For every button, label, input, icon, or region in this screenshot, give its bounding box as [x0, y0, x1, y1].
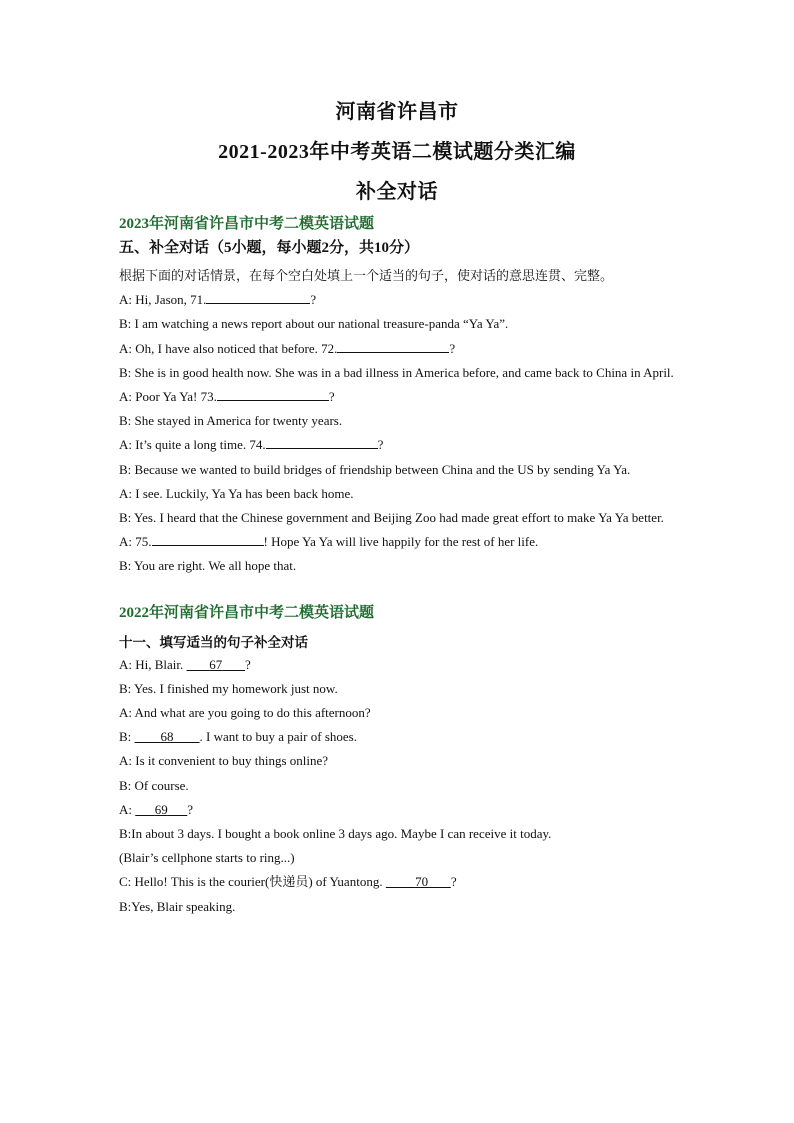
dialogue-line: B: You are right. We all hope that. [119, 558, 297, 574]
dialogue-line: B:Yes, Blair speaking. [119, 898, 236, 914]
title-region: 河南省许昌市 [335, 101, 459, 123]
instructions-2023: 根据下面的对话情景，在每个空白处填上一个适当的句子，使对话的意思连贯、完整。 [119, 268, 614, 283]
dialogue-line: B: Of course. [119, 777, 189, 793]
dialogue-line: B: Yes. I heard that the Chinese government and Beijing Zoo had made great effort to make Ya Ya better. [119, 510, 664, 526]
dialogue-line: A: I see. Luckily, Ya Ya has been back home. [119, 485, 354, 501]
title-topic: 补全对话 [356, 181, 438, 203]
dialogue-line: A: Hi, Jason, 71. ? [119, 288, 675, 312]
dialogue-line: B: 68 . I want to buy a pair of shoes. [119, 729, 357, 745]
answer-blank[interactable] [266, 434, 378, 449]
dialogue-line: A: 69 ? [119, 801, 194, 817]
title-block [0, 92, 794, 212]
section-heading-2023: 2023年河南省许昌市中考二模英语试题 [119, 216, 375, 232]
dialogue-line: B: Because we wanted to build bridges of friendship between China and the US by sending Ya Ya. [119, 461, 631, 477]
answer-blank[interactable] [152, 531, 264, 546]
dialogue-line: B:In about 3 days. I bought a book online 3 days ago. Maybe I can receive it today. [119, 826, 552, 842]
dialogue-line: B: Yes. I finished my homework just now. [119, 680, 338, 696]
section-spacer [119, 579, 675, 601]
dialogue-line: A: Is it convenient to buy things online? [119, 753, 329, 769]
answer-blank[interactable]: 68 [160, 729, 174, 745]
dialogue-line: B: She stayed in America for twenty years. [119, 413, 343, 429]
question-heading-2023: 五、补全对话（5小题，每小题2分，共10分） [119, 240, 420, 256]
content-area [119, 212, 675, 919]
section-heading-2022: 2022年河南省许昌市中考二模英语试题 [119, 604, 375, 621]
dialogue-line: A: And what are you going to do this afternoon? [119, 705, 371, 721]
answer-blank[interactable]: 69 [154, 801, 168, 817]
dialogue-line: A: Oh, I have also noticed that before. 72. ? [119, 337, 675, 361]
dialogue-line: B: She is in good health now. She was in a bad illness in America before, and came back to China in April. [119, 364, 674, 380]
title-collection: 2021-2023年中考英语二模试题分类汇编 [218, 141, 576, 163]
dialogue-line: A: Hi, Blair. 67 ? [119, 656, 251, 672]
answer-blank[interactable] [206, 289, 310, 304]
dialogue-line: (Blair’s cellphone starts to ring...) [119, 850, 295, 866]
dialogue-line: B: I am watching a news report about our national treasure-panda “Ya Ya”. [119, 316, 509, 332]
answer-blank[interactable]: 70 [415, 874, 429, 890]
answer-blank[interactable] [337, 338, 449, 353]
dialogue-line: C: Hello! This is the courier(快递员) of Yuantong. 70 ? [119, 874, 457, 890]
dialogue-line: A: It’s quite a long time. 74. ? [119, 433, 675, 457]
answer-blank[interactable] [217, 386, 329, 401]
dialogue-line: A: Poor Ya Ya! 73. ? [119, 385, 675, 409]
answer-blank[interactable]: 67 [209, 656, 223, 672]
question-heading-2022: 十一、填写适当的句子补全对话 [119, 634, 308, 650]
dialogue-line: A: 75. ! Hope Ya Ya will live happily for the rest of her life. [119, 530, 675, 554]
